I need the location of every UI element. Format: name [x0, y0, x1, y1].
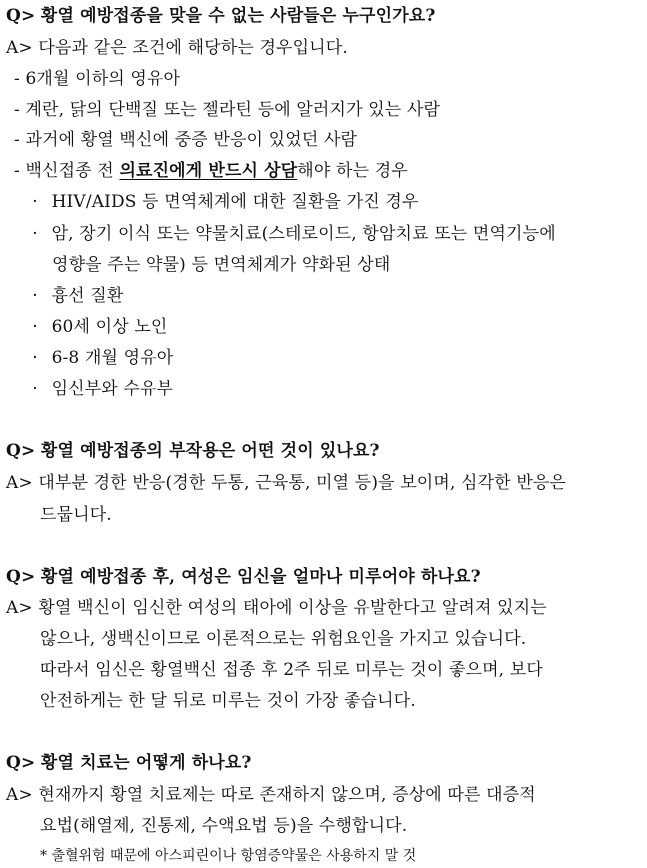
dash-item-text: 계란, 닭의 단백질 또는 젤라틴 등에 알러지가 있는 사람	[25, 100, 441, 120]
bullet-item	[24, 346, 173, 370]
bullet-item	[24, 315, 167, 339]
bullet-marker: ·	[32, 348, 38, 368]
dash-item	[14, 67, 180, 91]
faq3-answer	[6, 596, 547, 620]
answer-text: 안전하게는 한 달 뒤로 미루는 것이 가장 좋습니다.	[40, 691, 416, 711]
bullet-text: 암, 장기 이식 또는 약물치료(스테로이드, 항암치료 또는 면역기능에	[51, 224, 556, 244]
answer-text: 황열 백신이 임신한 여성의 태아에 이상을 유발한다고 알려져 있지는	[38, 598, 547, 618]
faq2-answer-continuation	[40, 503, 112, 527]
question-text: 황열 예방접종의 부작용은 어떤 것이 있나요?	[40, 441, 380, 461]
question-text: 황열 예방접종 후, 여성은 임신을 얼마나 미루어야 하나요?	[40, 567, 481, 587]
faq4-question	[6, 751, 252, 775]
answer-prefix: A>	[6, 38, 33, 58]
faq2-answer	[6, 471, 566, 495]
dash-marker: -	[14, 130, 20, 150]
note-text: * 출혈위험 때문에 아스피린이나 항염증약물은 사용하지 말 것	[40, 848, 417, 864]
bullet-marker: ·	[32, 379, 38, 399]
faq2-question	[6, 439, 380, 463]
bullet-text: HIV/AIDS 등 면역체계에 대한 질환을 가진 경우	[51, 192, 419, 212]
dash-item-text: 6개월 이하의 영유아	[25, 69, 181, 89]
answer-text: 드뭅니다.	[40, 505, 112, 525]
bullet-text: 영향을 주는 약물) 등 면역체계가 약화된 상태	[52, 255, 391, 275]
faq4-answer	[6, 783, 536, 807]
question-prefix: Q>	[6, 567, 36, 587]
bullet-item	[24, 222, 556, 246]
faq3-question	[6, 565, 481, 589]
answer-prefix: A>	[6, 785, 33, 805]
dash-marker: -	[14, 161, 20, 181]
question-prefix: Q>	[6, 6, 36, 26]
answer-text: 대부분 경한 반응(경한 두통, 근육통, 미열 등)을 보이며, 심각한 반응은	[38, 473, 567, 493]
dash-marker: -	[14, 69, 20, 89]
consult-after: 해야 하는 경우	[297, 161, 408, 181]
dash-item	[14, 98, 440, 122]
bullet-item	[24, 284, 123, 308]
answer-text: 요법(해열제, 진통제, 수액요법 등)을 수행합니다.	[40, 816, 408, 836]
answer-text: 다음과 같은 조건에 해당하는 경우입니다.	[38, 38, 348, 58]
bullet-text: 흉선 질환	[51, 286, 124, 306]
consult-emphasis: 의료진에게 반드시 상담	[119, 161, 298, 181]
dash-item	[14, 128, 357, 152]
bullet-text: 60세 이상 노인	[51, 317, 168, 337]
faq3-answer-continuation	[40, 627, 526, 651]
bullet-continuation	[52, 253, 390, 277]
bullet-item	[24, 377, 173, 401]
question-prefix: Q>	[6, 753, 36, 773]
bullet-marker: ·	[32, 224, 38, 244]
bullet-text: 6-8 개월 영유아	[51, 348, 174, 368]
faq4-note	[40, 844, 416, 868]
answer-text: 않으나, 생백신이므로 이론적으로는 위험요인을 가지고 있습니다.	[40, 629, 527, 649]
faq4-answer-continuation	[40, 814, 407, 838]
dash-marker: -	[14, 100, 20, 120]
question-text: 황열 예방접종을 맞을 수 없는 사람들은 누구인가요?	[40, 6, 436, 26]
dash-item-consult	[14, 159, 408, 183]
answer-prefix: A>	[6, 473, 33, 493]
faq3-answer-continuation	[40, 658, 543, 682]
answer-text: 현재까지 황열 치료제는 따로 존재하지 않으며, 증상에 따른 대증적	[38, 785, 536, 805]
bullet-text: 임신부와 수유부	[51, 379, 174, 399]
bullet-marker: ·	[32, 286, 38, 306]
faq1-answer-intro	[6, 36, 348, 60]
answer-prefix: A>	[6, 598, 33, 618]
question-prefix: Q>	[6, 441, 36, 461]
answer-text: 따라서 임신은 황열백신 접종 후 2주 뒤로 미루는 것이 좋으며, 보다	[40, 660, 543, 680]
bullet-item	[24, 190, 418, 214]
dash-item-text: 과거에 황열 백신에 중증 반응이 있었던 사람	[25, 130, 358, 150]
bullet-marker: ·	[32, 317, 38, 337]
faq1-question	[6, 4, 435, 28]
consult-before: 백신접종 전	[25, 161, 120, 181]
bullet-marker: ·	[32, 192, 38, 212]
question-text: 황열 치료는 어떻게 하나요?	[40, 753, 252, 773]
faq3-answer-continuation	[40, 689, 416, 713]
